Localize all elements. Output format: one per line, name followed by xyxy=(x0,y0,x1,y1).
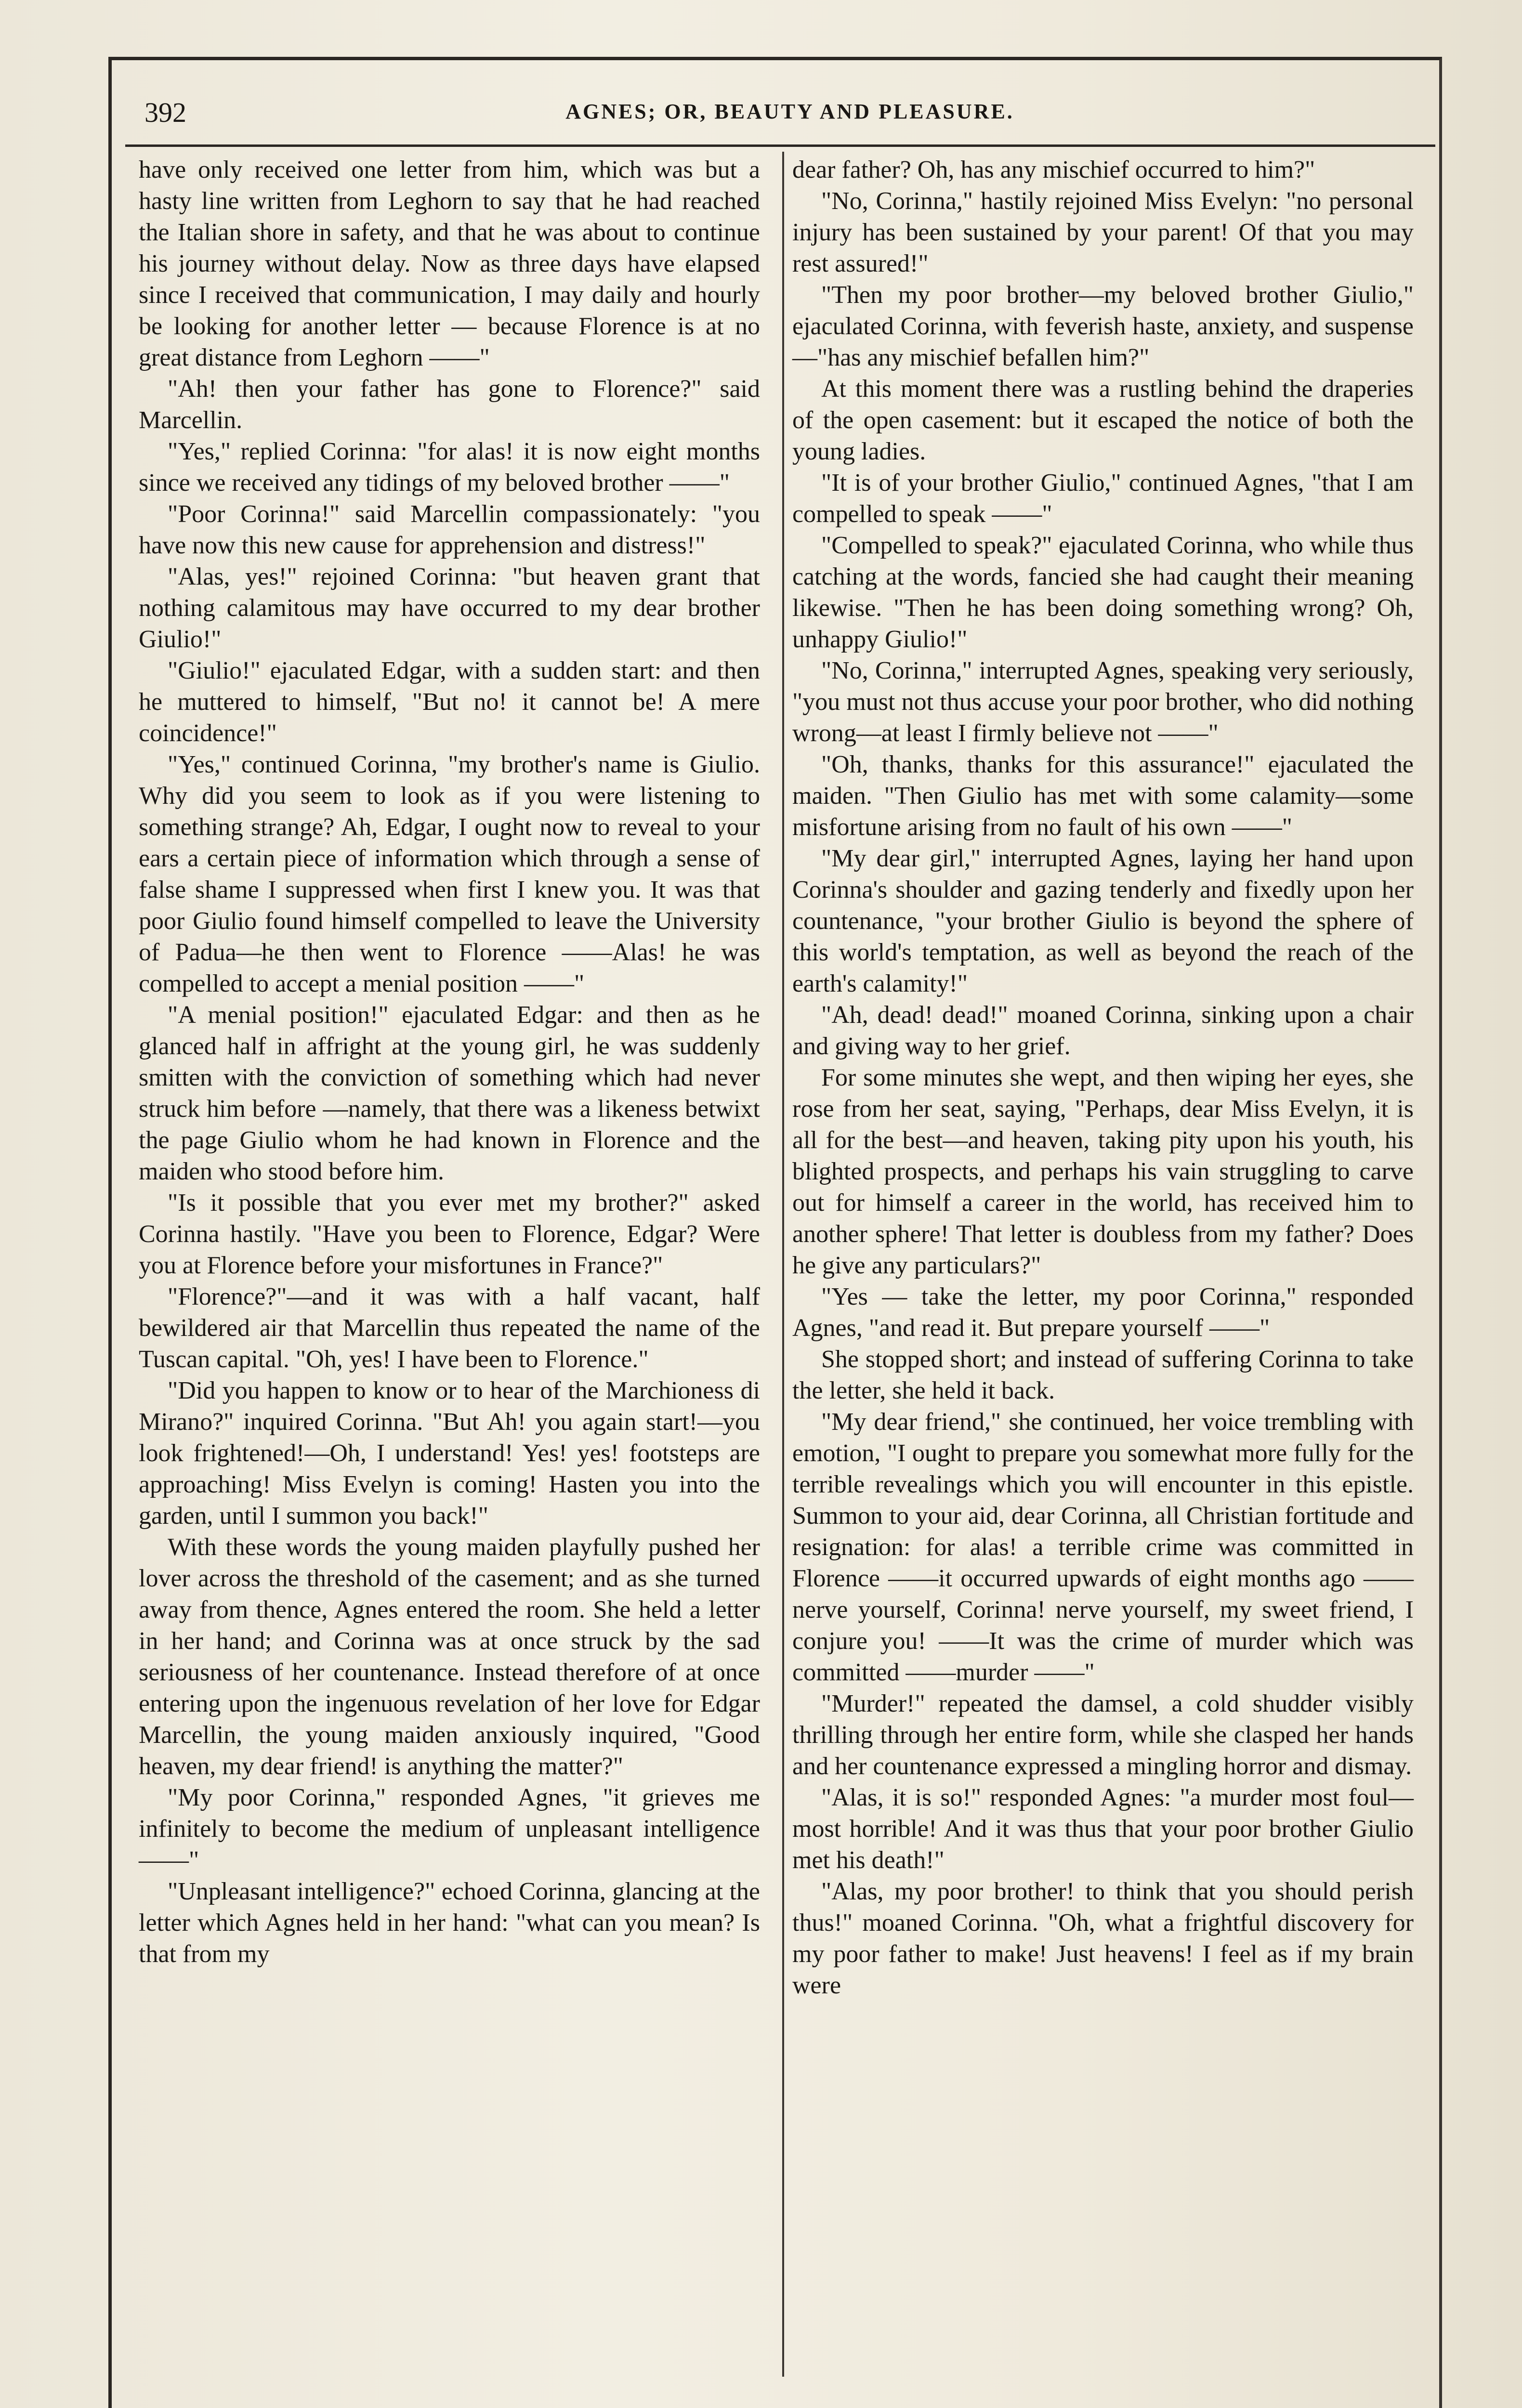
paragraph: "Oh, thanks, thanks for this assurance!" ejaculated the maiden. "Then Giulio has met with some calamity—some misfortune arising from no fault of his own ——" xyxy=(792,751,1414,841)
paragraph: "Unpleasant intelligence?" echoed Corinna, glancing at the letter which Agnes held in her hand: "what can you mean? Is that from my xyxy=(139,1878,760,1968)
paragraph: "A menial position!" ejaculated Edgar: and then as he glanced half in affright at the young girl, he was suddenly smitten with the conviction of something which had never struck him before —namely, that there was a likeness betwixt the page Giulio whom he had known in Florence and the maiden who stood before him. xyxy=(139,1001,760,1185)
paragraph: With these words the young maiden playfully pushed her lover across the threshold of the casement; and as she turned away from thence, Agnes entered the room. She held a letter in her hand; and Corinna was at once struck by the sad seriousness of her countenance. Instead therefore of at once entering upon the ingenuous revelation of her love for Edgar Marcellin, the young maiden anxiously inquired, "Good heaven, my dear friend! is anything the matter?" xyxy=(139,1533,760,1780)
paragraph: For some minutes she wept, and then wiping her eyes, she rose from her seat, saying, "Perhaps, dear Miss Evelyn, it is all for the best—and heaven, taking pity upon his youth, his blighted prospects, and perhaps his vain struggling to carve out for himself a career in the world, has received him to another sphere! That letter is doubless from my father? Does he give any particulars?" xyxy=(792,1064,1414,1279)
right-column xyxy=(792,154,1414,2001)
paragraph: "Yes," continued Corinna, "my brother's name is Giulio. Why did you seem to look as if you were listening to something strange? Ah, Edgar, I ought now to reveal to your ears a certain piece of information which through a sense of false shame I suppressed when first I knew you. It was that poor Giulio found himself compelled to leave the University of Padua—he then went to Florence ——Alas! he was compelled to accept a menial position ——" xyxy=(139,751,760,997)
page-number: 392 xyxy=(144,97,186,128)
running-title: AGNES; OR, BEAUTY AND PLEASURE. xyxy=(565,100,1014,123)
paragraph: "My dear girl," interrupted Agnes, laying her hand upon Corinna's shoulder and gazing tenderly and fixedly upon her countenance, "your brother Giulio is beyond the sphere of this world's temptation, as well as beyond the reach of the earth's calamity!" xyxy=(792,845,1414,997)
header-rule xyxy=(125,144,1435,147)
paragraph: "Alas, it is so!" responded Agnes: "a murder most foul—most horrible! And it was thus that your poor brother Giulio met his death!" xyxy=(792,1784,1414,1874)
paragraph: "Is it possible that you ever met my brother?" asked Corinna hastily. "Have you been to Florence, Edgar? Were you at Florence before your misfortunes in France?" xyxy=(139,1189,760,1279)
paragraph: "Yes — take the letter, my poor Corinna," responded Agnes, "and read it. But prepare yourself ——" xyxy=(792,1283,1414,1342)
paragraph: "Alas, yes!" rejoined Corinna: "but heaven grant that nothing calamitous may have occurred to my dear brother Giulio!" xyxy=(139,563,760,653)
paragraph: "Alas, my poor brother! to think that you should perish thus!" moaned Corinna. "Oh, what a frightful discovery for my poor father to make! Just heavens! I feel as if my brain were xyxy=(792,1878,1414,1999)
paragraph: "It is of your brother Giulio," continued Agnes, "that I am compelled to speak ——" xyxy=(792,469,1414,528)
paragraph: At this moment there was a rustling behind the draperies of the open casement: but it escaped the notice of both the young ladies. xyxy=(792,375,1414,465)
paragraph: "No, Corinna," hastily rejoined Miss Evelyn: "no personal injury has been sustained by your parent! Of that you may rest assured!" xyxy=(792,187,1414,277)
paragraph: "Florence?"—and it was with a half vacant, half bewildered air that Marcellin thus repeated the name of the Tuscan capital. "Oh, yes! I have been to Florence." xyxy=(139,1283,760,1373)
paragraph: "Giulio!" ejaculated Edgar, with a sudden start: and then he muttered to himself, "But no! it cannot be! A mere coincidence!" xyxy=(139,657,760,747)
paragraph: "Ah, dead! dead!" moaned Corinna, sinking upon a chair and giving way to her grief. xyxy=(792,1001,1414,1060)
left-column xyxy=(139,154,760,1970)
paragraph: "Compelled to speak?" ejaculated Corinna, who while thus catching at the words, fancied she had caught their meaning likewise. "Then he has been doing something wrong? Oh, unhappy Giulio!" xyxy=(792,532,1414,653)
paragraph: "Murder!" repeated the damsel, a cold shudder visibly thrilling through her entire form, while she clasped her hands and her countenance expressed a mingling horror and dismay. xyxy=(792,1690,1414,1780)
paragraph: "Then my poor brother—my beloved brother Giulio," ejaculated Corinna, with feverish haste, anxiety, and suspense—"has any mischief befallen him?" xyxy=(792,281,1414,371)
paragraph: "Poor Corinna!" said Marcellin compassionately: "you have now this new cause for apprehension and distress!" xyxy=(139,500,760,559)
paragraph: "My poor Corinna," responded Agnes, "it grieves me infinitely to become the medium of unpleasant intelligence ——" xyxy=(139,1784,760,1874)
paragraph: "Did you happen to know or to hear of the Marchioness di Mirano?" inquired Corinna. "But Ah! you again start!—you look frightened!—Oh, I understand! Yes! yes! footsteps are approaching! Miss Evelyn is coming! Hasten you into the garden, until I summon you back!" xyxy=(139,1377,760,1530)
paragraph: "Ah! then your father has gone to Florence?" said Marcellin. xyxy=(139,375,760,434)
column-divider xyxy=(782,152,784,2377)
paragraph: "Yes," replied Corinna: "for alas! it is now eight months since we received any tidings of my beloved brother ——" xyxy=(139,438,760,497)
page-header xyxy=(144,96,1435,135)
paragraph: "My dear friend," she continued, her voice trembling with emotion, "I ought to prepare you somewhat more fully for the terrible revealings which you will encounter in this epistle. Summon to your aid, dear Corinna, all Christian fortitude and resignation: for alas! a terrible crime was committed in Florence ——it occurred upwards of eight months ago ——nerve yourself, Corinna! nerve yourself, my sweet friend, I conjure you! ——It was the crime of murder which was committed ——murder ——" xyxy=(792,1408,1414,1686)
paragraph: "No, Corinna," interrupted Agnes, speaking very seriously, "you must not thus accuse your poor brother, who did nothing wrong—at least I firmly believe not ——" xyxy=(792,657,1414,747)
paragraph: dear father? Oh, has any mischief occurred to him?" xyxy=(792,156,1315,183)
paragraph: have only received one letter from him, which was but a hasty line written from Leghorn to say that he had reached the Italian shore in safety, and that he was about to continue his journey without delay. Now as three days have elapsed since I received that communication, I may daily and hourly be looking for another letter — because Florence is at no great distance from Leghorn ——" xyxy=(139,156,760,371)
paragraph: She stopped short; and instead of suffering Corinna to take the letter, she held it back. xyxy=(792,1346,1414,1404)
